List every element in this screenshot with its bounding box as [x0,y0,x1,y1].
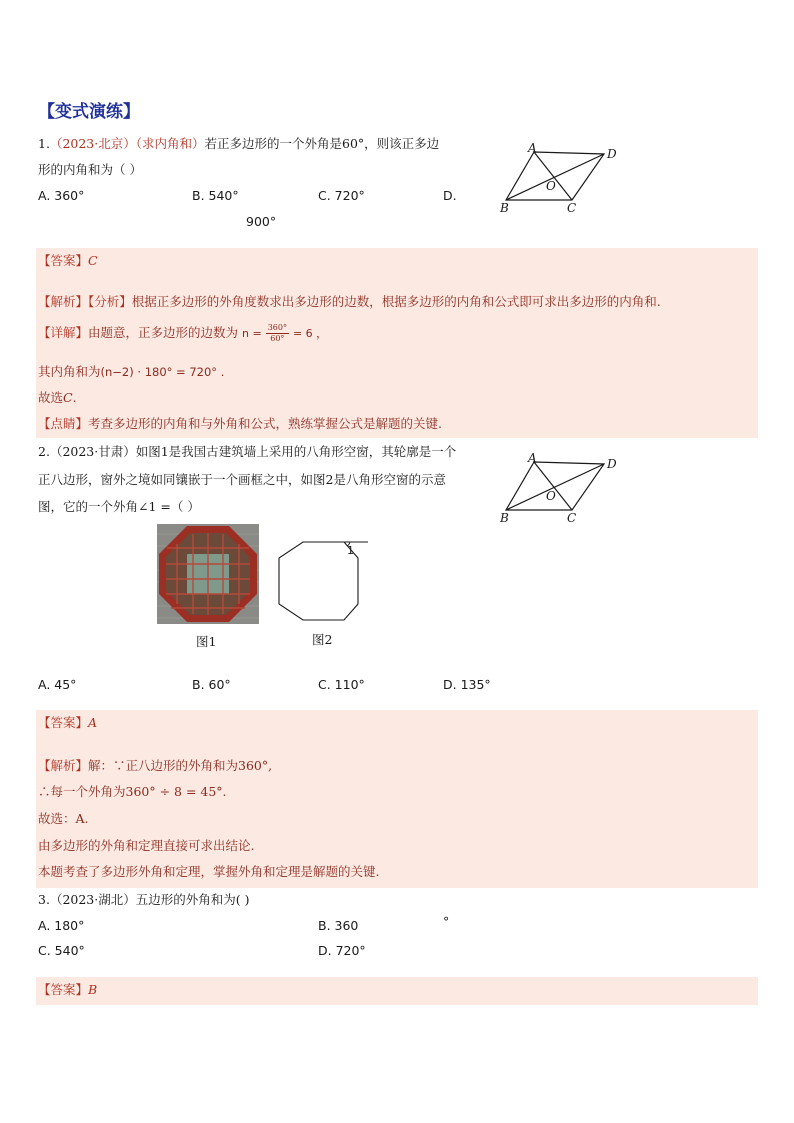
q3-answer-value: B [88,982,98,997]
q3-option-a: A. 180° [38,918,85,933]
q1-answer-value: C [88,253,98,268]
q1-fraction [266,323,289,344]
q1-fraction-num: 360° [267,323,287,332]
q1-label-c: C [567,201,577,215]
q2-stem-line1 [38,442,456,460]
q2-analysis-text1: 解：∵正八边形的外角和为360°, [88,758,273,773]
q1-comment [38,414,442,432]
q1-comment-text: 考查多边形的内角和与外角和公式，熟练掌握公式是解题的关键. [88,416,442,431]
q3-answer [38,980,97,998]
q2-analysis-line2: ∴每一个外角为360° ÷ 8 = 45°. [38,784,227,799]
q3-option-c: C. 540° [38,943,85,958]
q1-detail-label: 【详解】 [38,325,89,340]
q1-answer [38,251,98,269]
q2-analysis-label: 【解析】 [38,758,89,773]
q3-source: （2023·湖北） [49,892,136,907]
q2-label-b: B [500,511,509,525]
q1-detail-result: = 6 ， [292,327,328,340]
q3-option-b: B. 360 [318,918,359,933]
q3-answer-label: 【答案】 [38,982,89,997]
q1-analysis-label: 【解析】 [38,294,89,309]
q2-label-o: O [546,489,556,503]
q1-number: 1. [38,136,50,151]
q1-analysis-text: 根据正多边形的外角度数求出多边形的边数，根据多边形的内角和公式即可求出多边形的内角和. [131,294,661,309]
q2-stem-line3: 图，它的一个外角∠1 =（ ） [38,499,200,514]
q1-option-a: A. 360° [38,188,85,203]
q1-option-d-value: 900° [246,214,277,229]
q1-stem-text: 若正多边形的一个外角是60°，则该正多边 [204,136,440,151]
q2-option-d: D. 135° [443,677,491,692]
q1-tag: （求内角和） [135,136,205,151]
q1-fraction-den: 60° [270,334,285,343]
q2-analysis-line5: 本题考查了多边形外角和定理，掌握外角和定理是解题的关键. [38,864,380,879]
q1-analysis [38,292,661,310]
q2-analysis-line4: 由多边形的外角和定理直接可求出结论. [38,838,255,853]
q1-label-b: B [500,201,509,215]
q2-option-c: C. 110° [318,677,365,692]
q2-label-d: D [607,457,617,471]
q2-label-a: A [528,451,537,465]
q1-detail-line2-pre: 其内角和为 [38,364,101,379]
q1-choose [38,388,77,406]
q2-option-a: A. 45° [38,677,77,692]
q2-answer-label: 【答案】 [38,715,89,730]
q2-fig2-angle-label: 1 [347,544,354,557]
q1-option-d: D. [443,188,457,203]
q1-choose-text: 故选 [38,390,64,405]
q2-answer [38,713,97,731]
q1-detail [38,322,327,345]
q1-comment-label: 【点睛】 [38,416,89,431]
q3-stem-text: 五边形的外角和为( ) [135,892,250,907]
q2-octagon-diagram [276,538,372,624]
q2-label-c: C [567,511,577,525]
section-title: 【变式演练】 [38,102,140,122]
q1-detail-line2-formula: (n−2) · 180° = 720° . [100,365,225,379]
q2-answer-value: A [88,715,98,730]
q2-analysis-line1 [38,756,272,774]
q1-analysis-sub-label: 【分析】 [88,294,132,309]
q3-number: 3. [38,892,50,907]
q1-stem-line2: 形的内角和为（ ） [38,162,142,177]
q3-answer-band [36,977,758,1005]
q1-label-a: A [528,141,537,155]
q2-fig2-caption: 图2 [312,632,333,647]
q3-option-b-degree: ° [443,914,450,929]
q1-choose-end: . [72,390,77,405]
q1-parallelogram-figure [496,140,626,220]
q1-detail-n: n = [242,327,262,340]
q2-octagon-window-photo [157,524,259,624]
q2-stem-text: 如图1是我国古建筑墙上采用的八角形空窗，其轮廓是一个 [135,444,457,459]
q2-option-b: B. 60° [192,677,231,692]
q1-label-d: D [607,147,617,161]
q1-source: （2023·北京） [49,136,136,151]
q3-stem [38,890,249,908]
q1-detail-line2 [38,362,224,380]
q2-analysis-line3: 故选：A. [38,811,89,826]
q1-answer-label: 【答案】 [38,253,89,268]
q2-fig1-caption: 图1 [196,634,217,649]
q1-label-o: O [546,179,556,193]
q1-stem-line1 [38,134,439,152]
q1-option-c: C. 720° [318,188,365,203]
q2-stem-line2: 正八边形，窗外之境如同镶嵌于一个画框之中，如图2是八角形空窗的示意 [38,472,446,487]
q1-choose-value: C [63,390,73,405]
q1-option-b: B. 540° [192,188,239,203]
q1-detail-text: 由题意，正多边形的边数为 [88,325,239,340]
q2-parallelogram-figure [496,450,626,530]
q2-source: （2023·甘肃） [49,444,136,459]
q2-number: 2. [38,444,50,459]
q3-option-d: D. 720° [318,943,366,958]
